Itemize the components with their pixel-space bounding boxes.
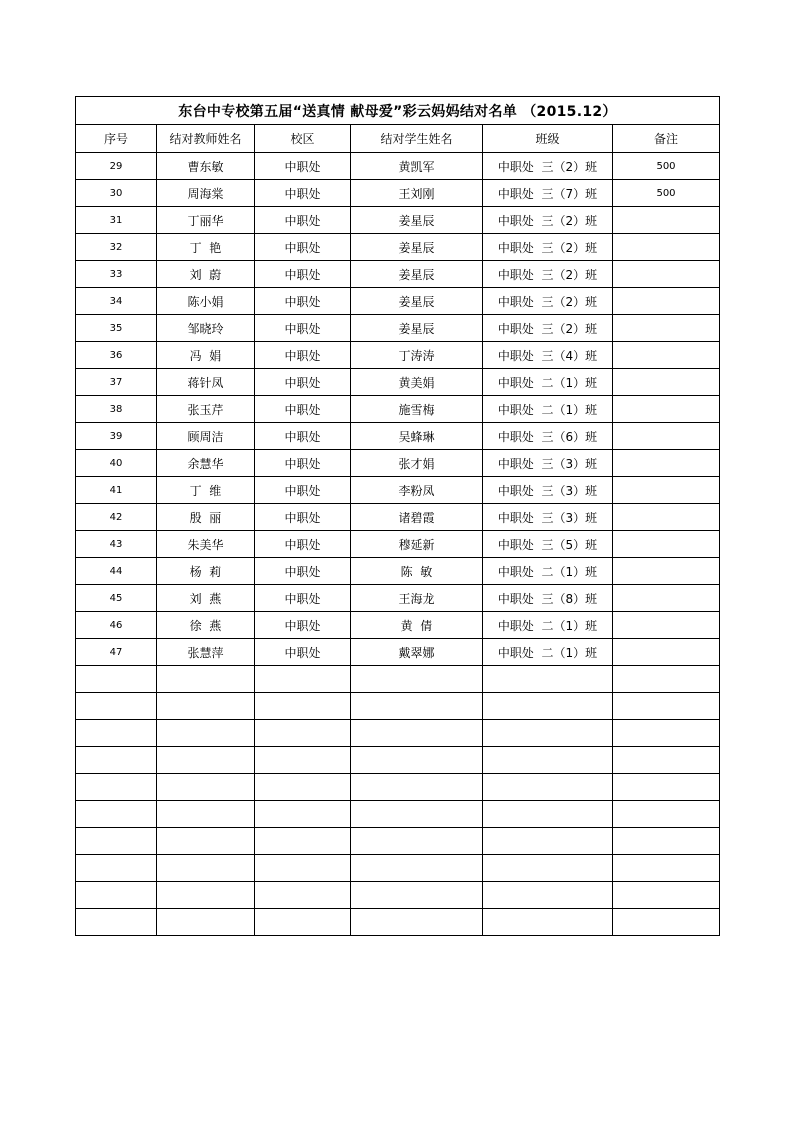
cell-student: 姜星辰	[351, 207, 483, 234]
cell-campus: 中职处	[255, 369, 351, 396]
cell-class: 中职处 三（2）班	[483, 288, 613, 315]
cell-student: 姜星辰	[351, 315, 483, 342]
cell-seq: 36	[76, 342, 157, 369]
document-title-text: 东台中专校第五届“送真情 献母爱”彩云妈妈结对名单 （2015.12）	[178, 103, 617, 120]
table-row	[76, 612, 720, 639]
cell-class	[483, 774, 613, 801]
cell-note	[613, 774, 720, 801]
cell-seq	[76, 828, 157, 855]
cell-teacher	[157, 828, 255, 855]
cell-student: 施雪梅	[351, 396, 483, 423]
cell-class: 中职处 三（4）班	[483, 342, 613, 369]
cell-seq: 44	[76, 558, 157, 585]
cell-campus: 中职处	[255, 558, 351, 585]
title-row	[76, 97, 720, 125]
table-row	[76, 882, 720, 909]
cell-student: 王海龙	[351, 585, 483, 612]
header-seq: 序号	[76, 125, 157, 153]
cell-teacher: 张慧萍	[157, 639, 255, 666]
cell-campus	[255, 693, 351, 720]
cell-campus	[255, 909, 351, 936]
cell-campus: 中职处	[255, 180, 351, 207]
table-row	[76, 504, 720, 531]
cell-note	[613, 666, 720, 693]
table-row	[76, 261, 720, 288]
cell-note	[613, 477, 720, 504]
cell-teacher	[157, 855, 255, 882]
cell-seq: 35	[76, 315, 157, 342]
cell-class	[483, 855, 613, 882]
cell-class: 中职处 三（8）班	[483, 585, 613, 612]
cell-student: 穆延新	[351, 531, 483, 558]
cell-teacher	[157, 693, 255, 720]
header-note: 备注	[613, 125, 720, 153]
cell-seq	[76, 855, 157, 882]
table-row	[76, 693, 720, 720]
cell-seq: 29	[76, 153, 157, 180]
cell-class: 中职处 二（1）班	[483, 639, 613, 666]
table-row	[76, 855, 720, 882]
cell-student: 姜星辰	[351, 261, 483, 288]
cell-note	[613, 855, 720, 882]
cell-teacher: 朱美华	[157, 531, 255, 558]
cell-note	[613, 882, 720, 909]
cell-teacher: 刘 蔚	[157, 261, 255, 288]
cell-teacher	[157, 720, 255, 747]
cell-student: 戴翠娜	[351, 639, 483, 666]
cell-note	[613, 288, 720, 315]
cell-teacher: 陈小娟	[157, 288, 255, 315]
table-row	[76, 531, 720, 558]
table-row	[76, 477, 720, 504]
cell-seq: 30	[76, 180, 157, 207]
cell-student	[351, 828, 483, 855]
cell-seq: 34	[76, 288, 157, 315]
cell-class: 中职处 三（2）班	[483, 234, 613, 261]
cell-student	[351, 882, 483, 909]
cell-class	[483, 693, 613, 720]
roster-body	[76, 153, 720, 936]
cell-seq: 32	[76, 234, 157, 261]
cell-student: 张才娟	[351, 450, 483, 477]
cell-note	[613, 909, 720, 936]
cell-student	[351, 720, 483, 747]
cell-note: 500	[613, 153, 720, 180]
cell-class: 中职处 三（2）班	[483, 207, 613, 234]
cell-note	[613, 612, 720, 639]
cell-student: 黄美娟	[351, 369, 483, 396]
table-row	[76, 720, 720, 747]
cell-note	[613, 315, 720, 342]
cell-student: 黄凯军	[351, 153, 483, 180]
cell-class	[483, 747, 613, 774]
cell-campus: 中职处	[255, 477, 351, 504]
cell-note	[613, 504, 720, 531]
table-row	[76, 207, 720, 234]
cell-class: 中职处 三（3）班	[483, 504, 613, 531]
cell-student: 吴蜂琳	[351, 423, 483, 450]
cell-class: 中职处 二（1）班	[483, 558, 613, 585]
cell-note	[613, 693, 720, 720]
cell-class: 中职处 二（1）班	[483, 612, 613, 639]
cell-note	[613, 396, 720, 423]
cell-teacher: 冯 娟	[157, 342, 255, 369]
cell-teacher: 丁丽华	[157, 207, 255, 234]
table-row	[76, 801, 720, 828]
cell-seq: 39	[76, 423, 157, 450]
table-row	[76, 153, 720, 180]
table-row	[76, 747, 720, 774]
cell-seq	[76, 720, 157, 747]
cell-seq	[76, 909, 157, 936]
cell-campus	[255, 720, 351, 747]
cell-class: 中职处 三（2）班	[483, 261, 613, 288]
cell-class: 中职处 三（6）班	[483, 423, 613, 450]
cell-campus: 中职处	[255, 315, 351, 342]
cell-teacher	[157, 801, 255, 828]
cell-campus: 中职处	[255, 423, 351, 450]
cell-campus: 中职处	[255, 153, 351, 180]
cell-student	[351, 909, 483, 936]
table-row	[76, 558, 720, 585]
cell-campus: 中职处	[255, 639, 351, 666]
table-row	[76, 180, 720, 207]
cell-teacher: 顾周洁	[157, 423, 255, 450]
cell-class: 中职处 二（1）班	[483, 396, 613, 423]
cell-seq: 46	[76, 612, 157, 639]
cell-seq: 43	[76, 531, 157, 558]
table-row	[76, 666, 720, 693]
cell-student: 姜星辰	[351, 234, 483, 261]
cell-student: 黄 倩	[351, 612, 483, 639]
cell-student	[351, 855, 483, 882]
table-row	[76, 396, 720, 423]
cell-seq: 40	[76, 450, 157, 477]
cell-note	[613, 639, 720, 666]
cell-class: 中职处 三（3）班	[483, 450, 613, 477]
cell-student: 丁涛涛	[351, 342, 483, 369]
table-row	[76, 909, 720, 936]
cell-campus: 中职处	[255, 396, 351, 423]
table-row	[76, 342, 720, 369]
cell-teacher: 殷 丽	[157, 504, 255, 531]
cell-student	[351, 666, 483, 693]
cell-student: 李粉凤	[351, 477, 483, 504]
cell-teacher	[157, 882, 255, 909]
cell-teacher: 刘 燕	[157, 585, 255, 612]
table-row	[76, 288, 720, 315]
cell-student: 陈 敏	[351, 558, 483, 585]
cell-seq	[76, 882, 157, 909]
cell-class: 中职处 三（3）班	[483, 477, 613, 504]
cell-campus: 中职处	[255, 261, 351, 288]
cell-teacher: 邹晓玲	[157, 315, 255, 342]
roster-sheet	[75, 96, 719, 936]
cell-seq	[76, 801, 157, 828]
cell-note	[613, 423, 720, 450]
cell-campus: 中职处	[255, 612, 351, 639]
cell-class	[483, 720, 613, 747]
cell-class	[483, 909, 613, 936]
cell-class: 中职处 三（5）班	[483, 531, 613, 558]
cell-teacher: 丁 维	[157, 477, 255, 504]
cell-teacher: 张玉芹	[157, 396, 255, 423]
table-row	[76, 315, 720, 342]
cell-seq	[76, 666, 157, 693]
cell-note	[613, 234, 720, 261]
cell-student	[351, 801, 483, 828]
cell-campus	[255, 828, 351, 855]
cell-student: 诸碧霞	[351, 504, 483, 531]
cell-campus: 中职处	[255, 207, 351, 234]
header-student: 结对学生姓名	[351, 125, 483, 153]
table-row	[76, 369, 720, 396]
cell-teacher: 曹东敏	[157, 153, 255, 180]
cell-teacher: 杨 莉	[157, 558, 255, 585]
cell-seq	[76, 693, 157, 720]
cell-class	[483, 666, 613, 693]
cell-seq	[76, 747, 157, 774]
cell-note	[613, 801, 720, 828]
cell-class	[483, 828, 613, 855]
cell-campus	[255, 747, 351, 774]
cell-note	[613, 342, 720, 369]
cell-seq: 45	[76, 585, 157, 612]
cell-class: 中职处 二（1）班	[483, 369, 613, 396]
cell-note	[613, 207, 720, 234]
cell-note	[613, 558, 720, 585]
cell-class: 中职处 三（2）班	[483, 153, 613, 180]
cell-seq: 42	[76, 504, 157, 531]
cell-student: 姜星辰	[351, 288, 483, 315]
cell-class	[483, 801, 613, 828]
cell-seq: 33	[76, 261, 157, 288]
cell-campus: 中职处	[255, 234, 351, 261]
header-row	[76, 125, 720, 153]
cell-teacher: 蒋针凤	[157, 369, 255, 396]
cell-campus: 中职处	[255, 288, 351, 315]
cell-student: 王刘刚	[351, 180, 483, 207]
cell-campus	[255, 882, 351, 909]
cell-class: 中职处 三（2）班	[483, 315, 613, 342]
cell-note	[613, 828, 720, 855]
cell-note	[613, 747, 720, 774]
cell-teacher	[157, 747, 255, 774]
cell-teacher	[157, 774, 255, 801]
table-row	[76, 450, 720, 477]
header-teacher: 结对教师姓名	[157, 125, 255, 153]
cell-campus	[255, 801, 351, 828]
cell-note	[613, 450, 720, 477]
cell-note	[613, 369, 720, 396]
cell-seq: 38	[76, 396, 157, 423]
cell-teacher: 余慧华	[157, 450, 255, 477]
cell-campus	[255, 855, 351, 882]
cell-campus: 中职处	[255, 342, 351, 369]
cell-seq: 37	[76, 369, 157, 396]
cell-seq: 31	[76, 207, 157, 234]
cell-campus: 中职处	[255, 585, 351, 612]
cell-teacher: 周海棠	[157, 180, 255, 207]
cell-campus: 中职处	[255, 450, 351, 477]
table-row	[76, 828, 720, 855]
cell-class: 中职处 三（7）班	[483, 180, 613, 207]
cell-campus	[255, 666, 351, 693]
cell-teacher: 丁 艳	[157, 234, 255, 261]
roster-table	[75, 96, 720, 936]
cell-student	[351, 774, 483, 801]
cell-teacher	[157, 666, 255, 693]
cell-campus: 中职处	[255, 504, 351, 531]
cell-teacher	[157, 909, 255, 936]
table-row	[76, 774, 720, 801]
cell-seq	[76, 774, 157, 801]
cell-seq: 47	[76, 639, 157, 666]
cell-note	[613, 585, 720, 612]
cell-note	[613, 720, 720, 747]
cell-student	[351, 747, 483, 774]
cell-note: 500	[613, 180, 720, 207]
table-row	[76, 639, 720, 666]
header-class: 班级	[483, 125, 613, 153]
header-campus: 校区	[255, 125, 351, 153]
cell-seq: 41	[76, 477, 157, 504]
document-title	[76, 97, 720, 125]
cell-teacher: 徐 燕	[157, 612, 255, 639]
cell-campus	[255, 774, 351, 801]
cell-note	[613, 261, 720, 288]
cell-class	[483, 882, 613, 909]
table-row	[76, 585, 720, 612]
cell-campus: 中职处	[255, 531, 351, 558]
cell-student	[351, 693, 483, 720]
table-row	[76, 234, 720, 261]
table-row	[76, 423, 720, 450]
cell-note	[613, 531, 720, 558]
